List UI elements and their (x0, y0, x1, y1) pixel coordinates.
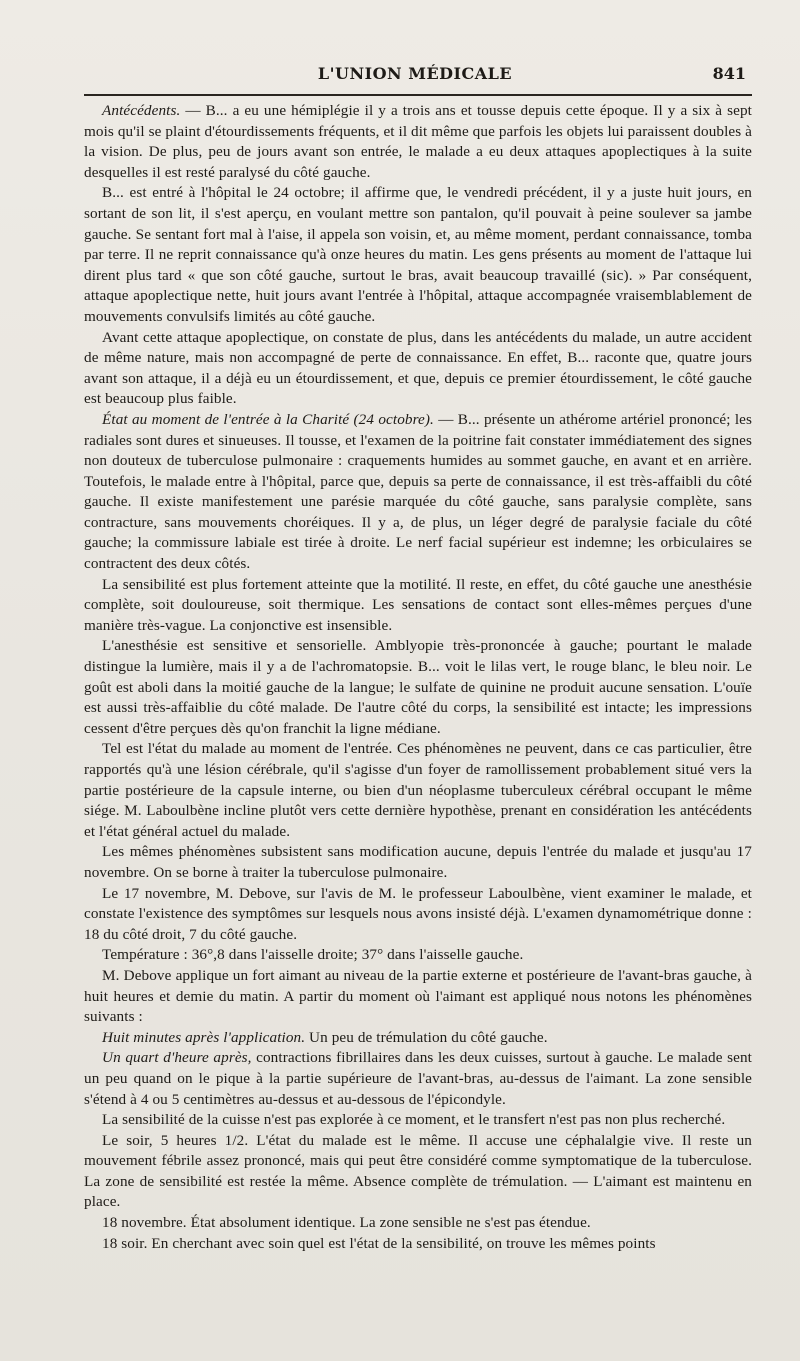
paragraph-text: 18 soir. En cherchant avec soin quel est l'état de la sensibilité, on trouve les mêmes points (102, 1234, 656, 1252)
paragraph-text: — B... présente un athérome artériel prononcé; les radiales sont dures et sinueuses. Il tousse, et l'examen de la poitrine fait constater immédiatement des signes non douteux de tuberculose pulmonaire : craquements humides au sommet gauche, en avant et en arrière. Toutefois, le malade entre à l'hôpital, parce que, depuis sa perte de connaissance, il est très-affaibli du côté gauche. Il existe manifestement une parésie marquée du côté gauche, sans paralysie complète, sans contracture, sans mouvements choréiques. Il y a, de plus, un léger degré de paralysie faciale du côté gauche; la commissure labiale est tirée à droite. Le nerf facial supérieur est indemne; les orbiculaires se contractent des deux côtés. (84, 410, 752, 573)
paragraph-text: Un peu de trémulation du côté gauche. (305, 1028, 548, 1046)
paragraph (84, 842, 752, 883)
article-body (84, 101, 752, 1254)
paragraph (84, 1131, 752, 1213)
paragraph (84, 884, 752, 946)
journal-title: L'UNION MÉDICALE (317, 64, 513, 83)
paragraph-lead: État au moment de l'entrée à la Charité (24 octobre). (102, 410, 434, 428)
paragraph (84, 636, 752, 739)
paragraph (84, 1110, 752, 1131)
paragraph (84, 575, 752, 637)
paragraph (84, 1234, 752, 1255)
paragraph-text: L'anesthésie est sensitive et sensorielle. Amblyopie très-prononcée à gauche; pourtant le malade distingue la lumière, mais il y a de l'achromatopsie. B... voit le lilas vert, le rouge blanc, le bleu noir. Le goût est aboli dans la moitié gauche de la langue; le sulfate de quinine ne produit aucune sensation. L'ouïe est aussi très-affaiblie du côté malade. De l'autre côté du corps, la sensibilité est intacte; les impressions cessent d'être perçues dès qu'on franchit la ligne médiane. (84, 637, 752, 737)
paragraph (84, 945, 752, 966)
paragraph-quart-heure (84, 1048, 752, 1110)
paragraph-text: contractions fibrillaires dans les deux cuisses, surtout à gauche. Le malade sent un peu quand on le pique à la partie supérieure de l'avant-bras, au-dessus de l'aimant. La zone sensible s'étend à 4 ou 5 centimètres au-dessus et au-dessous de l'épicondyle. (84, 1049, 752, 1108)
paragraph-text: — B... a eu une hémiplégie il y a trois ans et tousse depuis cette époque. Il y a six à sept mois qu'il se plaint d'étourdissements fréquents, et il dit même que parfois les objets lui paraissent doubles à la vision. De plus, peu de jours avant son entrée, le malade a eu deux attaques apoplectiques à la suite desquelles il est resté paralysé du côté gauche. (84, 102, 752, 181)
paragraph-lead: Huit minutes après l'application. (102, 1028, 306, 1046)
paragraph-text: B... est entré à l'hôpital le 24 octobre; il affirme que, le vendredi précédent, il y a juste huit jours, en sortant de son lit, il s'est aperçu, en voulant mettre son pantalon, qu'il pouvait à peine soulever sa jambe gauche. Se sentant fort mal à l'aise, il appela son voisin, et, au même moment, perdant connaissance, tomba par terre. Il ne reprit connaissance qu'à onze heures du matin. Les gens présents au moment de l'attaque lui dirent plus tard « que son côté gauche, surtout le bras, avait beaucoup travaillé (sic). » Par conséquent, attaque apoplectique nette, huit jours avant l'entrée à l'hôpital, attaque accompagnée vraisemblablement de mouvements convulsifs limités au côté gauche. (84, 184, 752, 325)
paragraph-lead: Un quart d'heure après, (102, 1049, 252, 1067)
paragraph-lead: Antécédents. (102, 102, 181, 119)
paragraph-huit-minutes (84, 1028, 752, 1049)
paragraph-text: Le 17 novembre, M. Debove, sur l'avis de M. le professeur Laboulbène, vient examiner le malade, et constate l'existence des symptômes sur lesquels nous avons insisté déjà. L'examen dynamométrique donne : 18 du côté droit, 7 du côté gauche. (84, 884, 752, 943)
paragraph-etat-entree (84, 410, 752, 575)
paragraph-text: La sensibilité de la cuisse n'est pas explorée à ce moment, et le transfert n'est pas non plus recherché. (102, 1111, 726, 1129)
paragraph (84, 1213, 752, 1234)
page-number: 841 (712, 64, 746, 83)
header-rule (84, 94, 752, 96)
paragraph-text: M. Debove applique un fort aimant au niveau de la partie externe et postérieure de l'avant-bras gauche, à huit heures et demie du matin. A partir du moment où l'aimant est appliqué nous notons les phénomènes suivants : (84, 966, 752, 1026)
paragraph-text: 18 novembre. État absolument identique. La zone sensible ne s'est pas étendue. (102, 1214, 591, 1232)
paragraph-text: Le soir, 5 heures 1/2. L'état du malade est le même. Il accuse une céphalalgie vive. Il reste un mouvement fébrile assez prononcé, mais qui peut être considéré comme symptomatique de la tuberculose. La zone de sensibilité est restée la même. Absence complète de trémulation. — L'aimant est maintenu en place. (84, 1131, 752, 1211)
paragraph-text: Température : 36°,8 dans l'aisselle droite; 37° dans l'aisselle gauche. (102, 946, 524, 964)
paragraph (84, 183, 752, 327)
paragraph (84, 966, 752, 1028)
paragraph-antecedents (84, 101, 752, 183)
paragraph-text: Les mêmes phénomènes subsistent sans modification aucune, depuis l'entrée du malade et jusqu'au 17 novembre. On se borne à traiter la tuberculose pulmonaire. (84, 843, 752, 881)
paragraph-text: Tel est l'état du malade au moment de l'entrée. Ces phénomènes ne peuvent, dans ce cas particulier, être rapportés qu'à une lésion cérébrale, qu'il s'agisse d'un foyer de ramollissement probablement situé vers la partie postérieure de la capsule interne, ou bien d'un néoplasme tuberculeux cérébral occupant le même siége. M. Laboulbène incline plutôt vers cette dernière hypothèse, prenant en considération les antécédents et l'état général actuel du malade. (84, 740, 752, 840)
paragraph-text: Avant cette attaque apoplectique, on constate de plus, dans les antécédents du malade, un autre accident de même nature, mais non accompagné de perte de connaissance. En effet, B... raconte que, quatre jours avant son attaque, il a déjà eu un étourdissement, et que, depuis ce premier étourdissement, le côté gauche est beaucoup plus faible. (84, 328, 752, 408)
running-head (84, 62, 746, 86)
paragraph-text: La sensibilité est plus fortement atteinte que la motilité. Il reste, en effet, du côté gauche une anesthésie complète, soit douloureuse, soit thermique. Les sensations de contact sont elles-mêmes perçues d'une manière très-vague. La conjonctive est insensible. (84, 575, 752, 634)
paragraph (84, 739, 752, 842)
paragraph (84, 328, 752, 410)
